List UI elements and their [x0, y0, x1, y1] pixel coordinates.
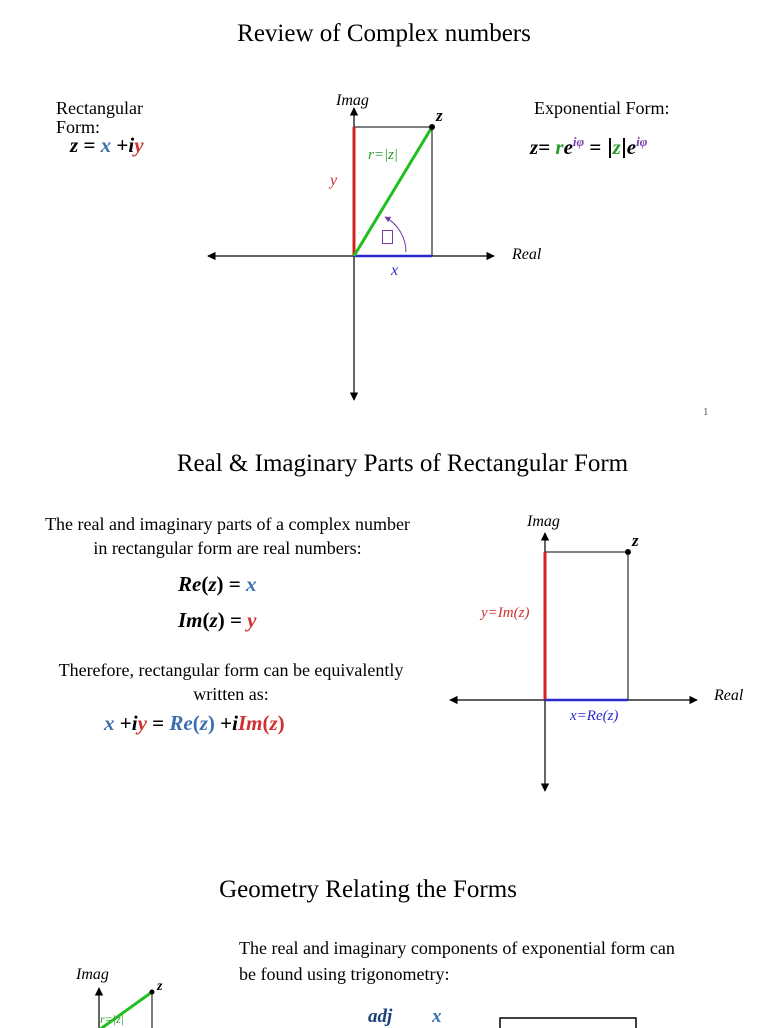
rectangular-form-equation: z = x +iy — [70, 133, 144, 157]
slide2-y-label: y=Im(z) — [481, 605, 530, 621]
exponential-form-equation: $z= re^{i\varphi} = z$ $e^{i\varphi}$ — [530, 134, 648, 159]
slide2-therefore-text: Therefore, rectangular form can be equivalently written as: — [58, 660, 404, 704]
slide2-z-label: z — [632, 531, 639, 550]
slide1-title: Review of Complex numbers — [237, 20, 531, 47]
slide2-im-equation: Im(z) = y — [178, 608, 257, 632]
slide3-r-label: r=|z| — [100, 1012, 125, 1026]
slide3-title: Geometry Relating the Forms — [219, 876, 517, 903]
rectangular-form-label: Rectangular Form: — [56, 98, 143, 137]
slide1-imag-label: Imag — [336, 92, 369, 109]
slide3-z-point — [150, 990, 155, 995]
slide2-x-label: x=Re(z) — [570, 708, 619, 724]
slide3-formula-box — [500, 1018, 636, 1028]
slide2-imag-label: Imag — [527, 513, 560, 530]
slide1-x-label: x — [391, 262, 399, 279]
slide1-z-label: z — [436, 106, 443, 125]
slide2-title: Real & Imaginary Parts of Rectangular Form — [176, 450, 629, 477]
slide3-intro: The real and imaginary components of exponential form can be found using trigonometry: — [239, 938, 675, 984]
slide3-x-fragment: x — [432, 1006, 442, 1027]
exponential-form-label: Exponential Form: — [534, 98, 670, 118]
slide1-page-number: 1 — [703, 406, 709, 418]
slide2-real-label: Real — [714, 687, 744, 704]
slide1-y-label: y — [330, 172, 338, 189]
slide2-final-equation: x +iy = Re(z) +iIm(z) — [104, 711, 285, 735]
slide3-adj-fragment: adj — [368, 1006, 393, 1027]
slide2-intro: The real and imaginary parts of a complex number in rectangular form are real numbers: — [45, 514, 410, 558]
slide1-real-label: Real — [512, 246, 542, 263]
slide1-r-label: r=|z| — [368, 147, 399, 163]
slide2-re-equation: Re(z) = x — [178, 572, 257, 596]
slide3-imag-label: Imag — [76, 966, 109, 983]
slide3-z-label: z — [157, 979, 163, 994]
